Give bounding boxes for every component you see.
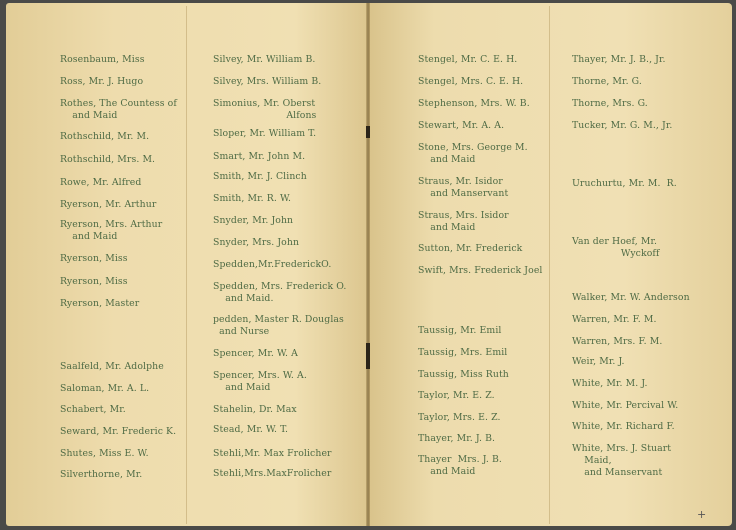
passenger-entry: Schabert, Mr. bbox=[60, 404, 126, 415]
passenger-entry: Swift, Mrs. Frederick Joel bbox=[418, 265, 543, 276]
passenger-entry: Ryerson, Miss bbox=[60, 276, 128, 287]
staple-top bbox=[366, 126, 370, 138]
passenger-entry: Smart, Mr. John M. bbox=[213, 151, 306, 162]
passenger-entry: Shutes, Miss E. W. bbox=[60, 448, 149, 459]
right-page-fold bbox=[549, 6, 550, 524]
passenger-entry: Saalfeld, Mr. Adolphe bbox=[60, 361, 164, 372]
passenger-entry: Rowe, Mr. Alfred bbox=[60, 177, 142, 188]
passenger-entry: Spencer, Mrs. W. A. and Maid bbox=[213, 370, 307, 393]
passenger-entry: Stehli,Mr. Max Frolicher bbox=[213, 448, 332, 459]
passenger-entry: Ryerson, Mrs. Arthur and Maid bbox=[60, 219, 163, 242]
passenger-entry: Silvey, Mr. William B. bbox=[213, 54, 316, 65]
passenger-entry: Ryerson, Miss bbox=[60, 253, 128, 264]
passenger-entry: Thayer, Mr. J. B. bbox=[418, 433, 496, 444]
passenger-entry: Rothschild, Mrs. M. bbox=[60, 154, 156, 165]
passenger-entry: Thayer Mrs. J. B. and Maid bbox=[418, 454, 502, 477]
passenger-entry: Saloman, Mr. A. L. bbox=[60, 383, 150, 394]
passenger-entry: Stead, Mr. W. T. bbox=[213, 424, 289, 435]
booklet-spine bbox=[366, 3, 370, 526]
passenger-entry: Smith, Mr. R. W. bbox=[213, 193, 292, 204]
passenger-entry: pedden, Master R. Douglas and Nurse bbox=[213, 314, 344, 337]
passenger-entry: Snyder, Mr. John bbox=[213, 215, 294, 226]
passenger-entry: Seward, Mr. Frederic K. bbox=[60, 426, 177, 437]
passenger-entry: Stone, Mrs. George M. and Maid bbox=[418, 142, 528, 165]
passenger-entry: Stengel, Mrs. C. E. H. bbox=[418, 76, 524, 87]
passenger-entry: Taylor, Mr. E. Z. bbox=[418, 390, 495, 401]
passenger-entry: Stahelin, Dr. Max bbox=[213, 404, 297, 415]
passenger-entry: Silvey, Mrs. William B. bbox=[213, 76, 322, 87]
passenger-entry: Tucker, Mr. G. M., Jr. bbox=[572, 120, 673, 131]
passenger-entry: Warren, Mr. F. M. bbox=[572, 314, 657, 325]
passenger-entry: Taylor, Mrs. E. Z. bbox=[418, 412, 501, 423]
passenger-entry: Stengel, Mr. C. E. H. bbox=[418, 54, 518, 65]
passenger-entry: Stehli,Mrs.MaxFrolicher bbox=[213, 468, 332, 479]
page-mark: + bbox=[697, 508, 707, 521]
passenger-entry: Thorne, Mrs. G. bbox=[572, 98, 648, 109]
passenger-entry: Sutton, Mr. Frederick bbox=[418, 243, 523, 254]
passenger-entry: Snyder, Mrs. John bbox=[213, 237, 300, 248]
passenger-entry: Taussig, Miss Ruth bbox=[418, 369, 509, 380]
staple-bottom bbox=[366, 343, 370, 369]
passenger-entry: Silverthorne, Mr. bbox=[60, 469, 143, 480]
passenger-entry: White, Mrs. J. Stuart Maid, and Manservant bbox=[572, 443, 672, 478]
passenger-entry: Rosenbaum, Miss bbox=[60, 54, 145, 65]
passenger-entry: White, Mr. M. J. bbox=[572, 378, 648, 389]
passenger-entry: Stephenson, Mrs. W. B. bbox=[418, 98, 530, 109]
passenger-entry: White, Mr. Percival W. bbox=[572, 400, 679, 411]
passenger-entry: Straus, Mrs. Isidor and Maid bbox=[418, 210, 509, 233]
passenger-entry: Stewart, Mr. A. A. bbox=[418, 120, 505, 131]
passenger-entry: Taussig, Mr. Emil bbox=[418, 325, 502, 336]
passenger-entry: Spencer, Mr. W. A bbox=[213, 348, 298, 359]
passenger-entry: Weir, Mr. J. bbox=[572, 356, 625, 367]
passenger-entry: Straus, Mr. Isidor and Manservant bbox=[418, 176, 509, 199]
passenger-entry: Ryerson, Master bbox=[60, 298, 140, 309]
passenger-entry: Ryerson, Mr. Arthur bbox=[60, 199, 157, 210]
passenger-entry: Spedden,Mr.FrederickO. bbox=[213, 259, 332, 270]
passenger-entry: Thayer, Mr. J. B., Jr. bbox=[572, 54, 666, 65]
passenger-entry: Rothschild, Mr. M. bbox=[60, 131, 150, 142]
passenger-entry: Thorne, Mr. G. bbox=[572, 76, 642, 87]
left-page-fold bbox=[186, 6, 187, 524]
passenger-entry: Walker, Mr. W. Anderson bbox=[572, 292, 690, 303]
passenger-entry: Simonius, Mr. Oberst Alfons bbox=[213, 98, 317, 121]
passenger-entry: Taussig, Mrs. Emil bbox=[418, 347, 508, 358]
passenger-entry: Spedden, Mrs. Frederick O. and Maid. bbox=[213, 281, 347, 304]
passenger-entry: Van der Hoef, Mr. Wyckoff bbox=[572, 236, 660, 259]
passenger-entry: Smith, Mr. J. Clinch bbox=[213, 171, 307, 182]
passenger-entry: Rothes, The Countess of and Maid bbox=[60, 98, 177, 121]
passenger-entry: Warren, Mrs. F. M. bbox=[572, 336, 663, 347]
passenger-entry: Sloper, Mr. William T. bbox=[213, 128, 317, 139]
passenger-entry: Uruchurtu, Mr. M. R. bbox=[572, 178, 677, 189]
passenger-entry: White, Mr. Richard F. bbox=[572, 421, 675, 432]
passenger-entry: Ross, Mr. J. Hugo bbox=[60, 76, 144, 87]
